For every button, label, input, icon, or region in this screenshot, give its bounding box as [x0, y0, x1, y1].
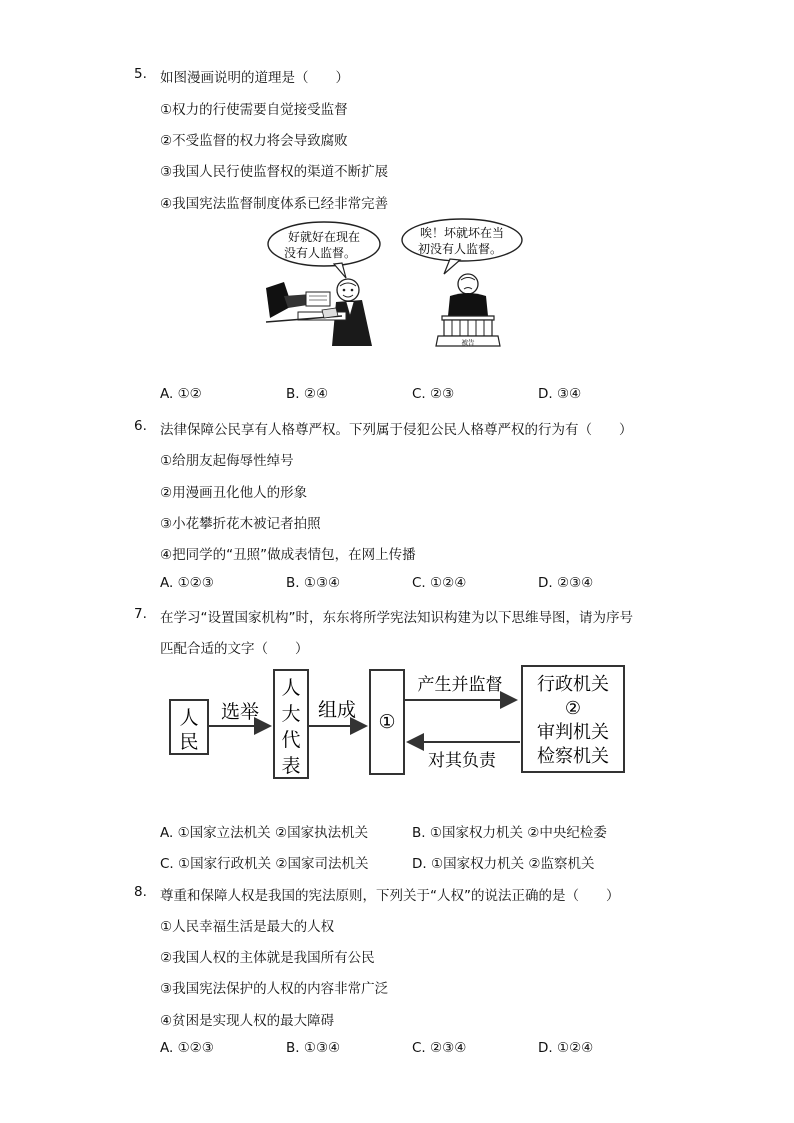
choice-c[interactable]: C. ①②④	[412, 575, 467, 591]
statement: ③我国宪法保护的人权的内容非常广泛	[160, 981, 389, 997]
choice-b[interactable]: B. ①③④	[286, 575, 341, 591]
statement: ④贫困是实现人权的最大障碍	[160, 1013, 335, 1029]
choice-a[interactable]: A. ①②③	[160, 1040, 214, 1056]
choice-b[interactable]: B. ①③④	[286, 1040, 341, 1056]
statement: ④我国宪法监督制度体系已经非常完善	[160, 196, 389, 212]
statement: ②用漫画丑化他人的形象	[160, 485, 308, 501]
statement: ③小花攀折花木被记者拍照	[160, 516, 321, 532]
statement: ①人民幸福生活是最大的人权	[160, 919, 335, 935]
mind-map-diagram	[162, 664, 630, 780]
statement: ①给朋友起侮辱性绰号	[160, 453, 294, 469]
produce-supervise-label: 产生并监督	[417, 675, 503, 695]
dock-label: 被告	[461, 338, 475, 347]
choice-b[interactable]: B. ①国家权力机关 ②中央纪检委	[412, 825, 607, 841]
organs-line-1: 行政机关	[537, 674, 609, 695]
question-stem: 法律保障公民享有人格尊严权。下列属于侵犯公民人格尊严权的行为有（ ）	[160, 422, 633, 438]
delegates-char-3: 代	[281, 729, 301, 751]
statement: ②不受监督的权力将会导致腐败	[160, 133, 348, 149]
choice-b[interactable]: B. ②④	[286, 386, 329, 402]
choice-a[interactable]: A. ①②③	[160, 575, 214, 591]
official-figure	[266, 279, 372, 346]
delegates-char-4: 表	[281, 755, 301, 777]
question-number: 5.	[134, 66, 147, 82]
choice-d[interactable]: D. ②③④	[538, 575, 594, 591]
choice-a[interactable]: A. ①②	[160, 386, 202, 402]
defendant-figure	[436, 274, 500, 347]
left-bubble-line2: 没有人监督。	[283, 246, 357, 260]
people-char-1: 人	[179, 707, 199, 729]
choice-d[interactable]: D. ①国家权力机关 ②监察机关	[412, 856, 595, 872]
people-char-2: 民	[179, 731, 199, 753]
organs-line-2: ②	[564, 698, 582, 719]
question-stem: 尊重和保障人权是我国的宪法原则，下列关于“人权”的说法正确的是（ ）	[160, 888, 620, 904]
responsible-label: 对其负责	[428, 751, 496, 771]
choice-c[interactable]: C. ②③	[412, 386, 455, 402]
delegates-char-1: 人	[281, 677, 301, 699]
choice-c[interactable]: C. ②③④	[412, 1040, 467, 1056]
right-bubble-line2: 初没有人监督。	[417, 242, 503, 256]
choice-a[interactable]: A. ①国家立法机关 ②国家执法机关	[160, 825, 369, 841]
choice-c[interactable]: C. ①国家行政机关 ②国家司法机关	[160, 856, 369, 872]
statement: ②我国人权的主体就是我国所有公民	[160, 950, 375, 966]
delegates-char-2: 大	[281, 703, 301, 725]
question-number: 8.	[134, 884, 147, 900]
choice-d[interactable]: D. ③④	[538, 386, 582, 402]
statement: ③我国人民行使监督权的渠道不断扩展	[160, 164, 389, 180]
cartoon-illustration	[262, 216, 532, 352]
left-bubble-line1: 好就好在现在	[287, 230, 361, 244]
question-stem-line2: 匹配合适的文字（ ）	[160, 641, 309, 657]
question-number: 6.	[134, 418, 147, 434]
statement: ①权力的行使需要自觉接受监督	[160, 102, 348, 118]
question-stem-line1: 在学习“设置国家机构”时，东东将所学宪法知识构建为以下思维导图，请为序号	[160, 610, 633, 626]
organs-line-4: 检察机关	[537, 746, 609, 767]
organs-line-3: 审判机关	[537, 722, 609, 743]
organ-1-label: ①	[378, 711, 396, 733]
choice-d[interactable]: D. ①②④	[538, 1040, 594, 1056]
question-number: 7.	[134, 606, 147, 622]
right-bubble-line1: 唉！坏就坏在当	[419, 226, 505, 240]
compose-label: 组成	[317, 699, 357, 721]
elect-label: 选举	[220, 701, 260, 723]
question-stem: 如图漫画说明的道理是（ ）	[160, 70, 349, 86]
statement: ④把同学的“丑照”做成表情包，在网上传播	[160, 547, 416, 563]
